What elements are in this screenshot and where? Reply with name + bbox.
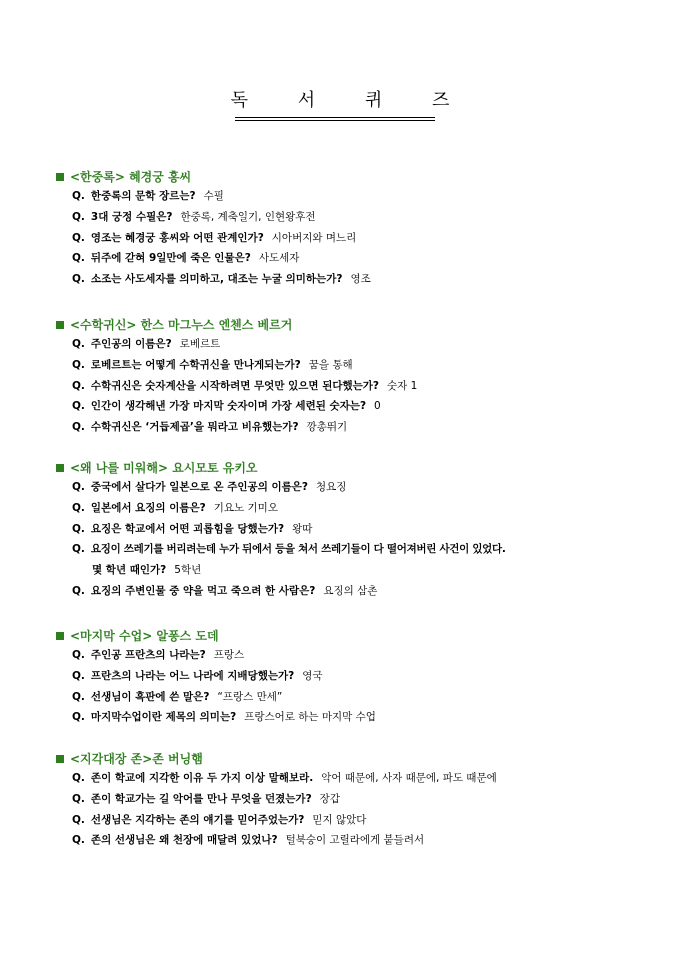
question-text: 몇 학년 때인가? bbox=[92, 564, 167, 577]
question-label: Q. bbox=[72, 669, 85, 682]
question-label: Q. bbox=[72, 690, 85, 703]
answer-text: 시아버지와 며느리 bbox=[271, 231, 357, 244]
question-label: Q. bbox=[72, 813, 85, 826]
question-label: Q. bbox=[72, 772, 85, 784]
question-text: 존이 학교가는 길 악어를 만나 무엇을 던졌는가? bbox=[90, 792, 312, 805]
answer-text: 왕따 bbox=[292, 522, 313, 535]
question-text: 선생님이 흑판에 쓴 말은? bbox=[90, 690, 210, 703]
title-underline bbox=[235, 117, 435, 118]
question-label: Q. bbox=[72, 543, 85, 556]
quiz-section bbox=[56, 459, 646, 602]
title-underline-double bbox=[235, 120, 435, 121]
quiz-section bbox=[56, 627, 646, 728]
question-label: Q. bbox=[72, 400, 85, 413]
answer-text: 숫자 1 bbox=[387, 379, 418, 392]
question-text: 요징이 쓰레기를 버리려는데 누가 뒤에서 등을 쳐서 쓰레기들이 다 떨어져버린 사건이 있었다. bbox=[90, 543, 506, 556]
question-item bbox=[72, 539, 646, 560]
section-title-text: <왜 나를 미워해> 요시모토 유키오 bbox=[70, 461, 258, 475]
answer-text: 프랑스 bbox=[213, 649, 245, 661]
question-text: 수학귀신은 ‘거듭제곱’을 뭐라고 비유했는가? bbox=[90, 421, 299, 434]
answer-text: 기요노 기미오 bbox=[213, 501, 278, 514]
section-title bbox=[56, 627, 646, 645]
question-label: Q. bbox=[72, 273, 85, 286]
section-title-text: <마지막 수업> 알퐁스 도데 bbox=[70, 629, 219, 643]
question-text: 존이 학교에 지각한 이유 두 가지 이상 말해보라. bbox=[90, 772, 314, 784]
question-item bbox=[72, 417, 646, 438]
answer-text: 깡총뛰기 bbox=[306, 421, 348, 434]
question-item bbox=[72, 396, 646, 417]
quiz-section bbox=[56, 168, 646, 290]
question-item bbox=[72, 789, 646, 810]
question-item bbox=[72, 334, 646, 355]
page-title: 독 서 퀴 즈 bbox=[230, 90, 472, 111]
question-text: 3대 궁정 수필은? bbox=[90, 210, 173, 223]
section-title bbox=[56, 750, 646, 768]
question-text: 영조는 혜경궁 홍씨와 어떤 관계인가? bbox=[90, 231, 264, 244]
question-item bbox=[72, 645, 646, 666]
answer-text: 요징의 삼촌 bbox=[323, 584, 378, 597]
square-bullet-icon bbox=[56, 173, 64, 181]
question-text: 한중록의 문학 장르는? bbox=[90, 190, 196, 202]
question-text: 수학귀신은 숫자계산을 시작하려면 무엇만 있으면 된다했는가? bbox=[90, 379, 380, 392]
question-text: 일본에서 요징의 이름은? bbox=[90, 501, 206, 514]
question-text: 존의 선생님은 왜 천장에 매달려 있었나? bbox=[90, 834, 278, 847]
question-label: Q. bbox=[72, 210, 85, 223]
question-label: Q. bbox=[72, 584, 85, 597]
question-text: 요징의 주변인물 중 약을 먹고 죽으려 한 사람은? bbox=[90, 584, 316, 597]
question-label: Q. bbox=[72, 379, 85, 392]
section-title bbox=[56, 168, 646, 186]
question-item bbox=[72, 666, 646, 687]
question-label: Q. bbox=[72, 338, 85, 350]
question-label: Q. bbox=[72, 231, 85, 244]
quiz-section bbox=[56, 316, 646, 438]
answer-text: 악어 때문에, 사자 때문에, 파도 때문에 bbox=[321, 772, 497, 784]
question-item bbox=[72, 207, 646, 228]
question-text: 마지막수업이란 제목의 의미는? bbox=[90, 711, 237, 724]
section-title-text: <수학귀신> 한스 마그누스 엔첸스 베르거 bbox=[70, 318, 293, 332]
answer-text: 청요징 bbox=[316, 481, 347, 493]
question-text: 프란츠의 나라는 어느 나라에 지배당했는가? bbox=[90, 669, 295, 682]
question-item bbox=[72, 248, 646, 269]
question-item bbox=[72, 581, 646, 602]
question-label: Q. bbox=[72, 792, 85, 805]
question-item bbox=[72, 768, 646, 789]
question-item bbox=[72, 498, 646, 519]
square-bullet-icon bbox=[56, 464, 64, 472]
answer-text: 로베르트 bbox=[179, 338, 221, 350]
answer-text: 사도세자 bbox=[258, 252, 300, 265]
answer-text: 털북숭이 고릴라에게 붙들려서 bbox=[285, 834, 425, 847]
question-label: Q. bbox=[72, 190, 85, 202]
question-item bbox=[72, 355, 646, 376]
question-text: 로베르트는 어떻게 수학귀신을 만나게되는가? bbox=[90, 358, 301, 371]
question-item bbox=[72, 687, 646, 708]
question-label: Q. bbox=[72, 711, 85, 724]
answer-text: 수필 bbox=[203, 190, 224, 202]
square-bullet-icon bbox=[56, 755, 64, 763]
question-text: 뒤주에 갇혀 9일만에 죽은 인물은? bbox=[90, 252, 251, 265]
question-item bbox=[72, 269, 646, 290]
square-bullet-icon bbox=[56, 632, 64, 640]
question-label: Q. bbox=[72, 501, 85, 514]
question-text: 선생님은 지각하는 존의 얘기를 믿어주었는가? bbox=[90, 813, 305, 826]
question-item bbox=[72, 810, 646, 831]
answer-text: 장갑 bbox=[319, 792, 340, 805]
answer-text: 0 bbox=[374, 400, 381, 413]
section-title-text: <지각대장 존>존 버닝햄 bbox=[70, 752, 203, 766]
question-item bbox=[72, 376, 646, 397]
question-label: Q. bbox=[72, 358, 85, 371]
question-item bbox=[72, 186, 646, 207]
quiz-section bbox=[56, 750, 646, 851]
answer-text: 꿈을 통해 bbox=[308, 358, 353, 371]
question-text: 소조는 사도세자를 의미하고, 대조는 누굴 의미하는가? bbox=[90, 273, 343, 286]
question-item bbox=[72, 519, 646, 540]
answer-text: 5학년 bbox=[174, 564, 202, 577]
answer-text: 믿지 않았다 bbox=[312, 813, 367, 826]
question-text: 주인공 프란츠의 나라는? bbox=[90, 649, 206, 661]
section-title-text: <한중록> 혜경궁 홍씨 bbox=[70, 170, 192, 184]
section-title bbox=[56, 316, 646, 334]
answer-text: “프랑스 만세” bbox=[217, 690, 283, 703]
answer-text: 영조 bbox=[350, 273, 371, 286]
question-text: 주인공의 이름은? bbox=[90, 338, 172, 350]
question-continuation bbox=[92, 560, 646, 581]
question-item bbox=[72, 707, 646, 728]
question-item bbox=[72, 830, 646, 851]
question-label: Q. bbox=[72, 421, 85, 434]
question-text: 요징은 학교에서 어떤 괴롭힘을 당했는가? bbox=[90, 522, 285, 535]
square-bullet-icon bbox=[56, 321, 64, 329]
answer-text: 프랑스어로 하는 마지막 수업 bbox=[244, 711, 376, 724]
section-title bbox=[56, 459, 646, 477]
question-text: 인간이 생각해낸 가장 마지막 숫자이며 가장 세련된 숫자는? bbox=[90, 400, 367, 413]
question-item bbox=[72, 477, 646, 498]
question-label: Q. bbox=[72, 649, 85, 661]
question-text: 중국에서 살다가 일본으로 온 주인공의 이름은? bbox=[90, 481, 309, 493]
question-label: Q. bbox=[72, 481, 85, 493]
answer-text: 한중록, 계축일기, 인현왕후전 bbox=[180, 210, 316, 223]
answer-text: 영국 bbox=[302, 669, 323, 682]
question-item bbox=[72, 228, 646, 249]
question-label: Q. bbox=[72, 252, 85, 265]
question-label: Q. bbox=[72, 834, 85, 847]
question-label: Q. bbox=[72, 522, 85, 535]
